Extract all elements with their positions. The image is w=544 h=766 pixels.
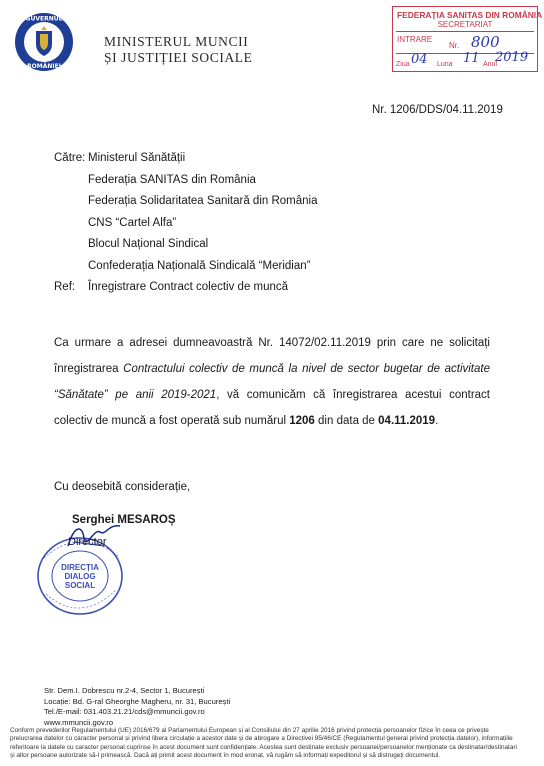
body-paragraph	[54, 330, 490, 434]
ref-label: Ref:	[54, 281, 76, 293]
recipient: Confederația Națională Sindicală “Meridian”	[88, 259, 311, 272]
recipient-row	[54, 170, 318, 192]
ministry-name-line2: ȘI JUSTIȚIEI SOCIALE	[104, 50, 253, 65]
recipient-row	[54, 213, 318, 235]
gdpr-line: și altor persoane autorizate să-l primească. Dacă ați primit acest document în mod eronat, vă rugăm să informați expeditorul și să distrugeți documentul.	[10, 752, 441, 760]
stamp-day-value: 04	[411, 52, 428, 67]
body-text: Ca urmare a adresei dumneavoastră Nr. 14072/02.11.2019 prin care ne solicitați înregistrarea	[54, 337, 490, 375]
ministry-crest-logo	[14, 12, 74, 72]
stamp-year-value: 2019	[495, 50, 529, 65]
contract-title: Contractului colectiv de muncă la nivel de sector bugetar de activitate “Sănătate” pe anii 2019-2021	[54, 363, 490, 401]
reference-row	[54, 277, 318, 299]
registration-date: 04.11.2019	[378, 415, 436, 427]
recipient: CNS “Cartel Alfa”	[88, 216, 177, 229]
registration-number: 1206	[289, 415, 315, 427]
stamp-center-line3: SOCIAL	[64, 581, 96, 590]
stamp-month-label: Luna	[437, 61, 453, 68]
body-text: .	[435, 415, 439, 427]
footer-location: Locație: Bd. G-ral Gheorghe Magheru, nr. 31, București	[44, 696, 231, 706]
svg-text:ROMÂNIEI: ROMÂNIEI	[27, 63, 61, 70]
stamp-number-value: 800	[471, 33, 500, 51]
footer-website: www.mmuncii.gov.ro	[44, 717, 114, 727]
stamp-divider	[396, 31, 534, 32]
recipient-row	[54, 148, 318, 170]
recipient-row	[54, 234, 318, 256]
closing-salutation: Cu deosebită considerație,	[54, 481, 191, 493]
ministry-name	[104, 34, 274, 66]
footer-address: Str. Dem.I. Dobrescu nr.2-4, Sector 1, București	[44, 686, 205, 695]
stamp-center-line1: DIRECȚIA	[61, 563, 99, 572]
stamp-year-label: Anul	[483, 61, 498, 68]
stamp-number-label: Nr.	[449, 41, 460, 50]
addressee-block	[54, 148, 318, 299]
body-text: din data de	[314, 415, 379, 427]
stamp-day-label: Ziua	[396, 61, 410, 68]
footer-contact	[44, 686, 230, 728]
stamp-entry-label: INTRARE	[397, 35, 433, 44]
gdpr-line: Conform prevederilor Regulamentului (UE) 2016/679 al Parlamentului European și al Consiliului din 27 aprilie 2016 privind protecția persoanelor fizice în ceea ce privește	[10, 727, 489, 734]
gdpr-line: prelucrarea datelor cu caracter personal și privind libera circulație a acestor date și de abrogare a Directivei 95/46/CE (Regulamentul general privind protecția datelor), informațiile	[10, 735, 513, 743]
gdpr-line: referitoare la datele cu caracter personal cuprinse în acest document sunt confidențiale. Acestea sunt destinate exclusiv persoanei/persoanelor menționate ca destinatar/destinatari	[10, 743, 517, 751]
stamp-organization: FEDERAȚIA SANITAS DIN ROMÂNIA	[397, 10, 543, 20]
stamp-center-line2: DIALOG	[64, 572, 96, 581]
registration-stamp	[392, 6, 543, 72]
svg-text:GUVERNUL: GUVERNUL	[25, 15, 63, 23]
signer-name: Serghei MESAROȘ	[72, 514, 176, 526]
ministry-name-line1: MINISTERUL MUNCII	[104, 34, 249, 49]
ref-text: Înregistrare Contract colectiv de muncă	[88, 281, 289, 293]
recipient: Blocul Național Sindical	[88, 238, 209, 250]
document-number: Nr. 1206/DDS/04.11.2019	[372, 104, 503, 116]
recipient-row	[54, 191, 318, 213]
recipient-row	[54, 256, 318, 278]
body-text: , vă comunicăm că înregistrarea acestui contract colectiv de muncă a fost operată sub numărul	[54, 389, 490, 427]
stamp-department: SECRETARIAT	[437, 20, 493, 29]
signer-role: Director	[68, 536, 107, 548]
recipient: Ministerul Sănătății	[88, 152, 186, 164]
handwritten-signature	[64, 520, 124, 554]
recipient: Federația SANITAS din România	[88, 173, 256, 186]
to-label: Către:	[54, 152, 86, 164]
gdpr-notice	[10, 727, 536, 761]
stamp-month-value: 11	[463, 51, 480, 66]
footer-phone-email: Tel./E-mail: 031.403.21.21/cds@mmuncii.gov.ro	[44, 707, 205, 716]
recipient: Federația Solidaritatea Sanitară din România	[88, 195, 318, 207]
